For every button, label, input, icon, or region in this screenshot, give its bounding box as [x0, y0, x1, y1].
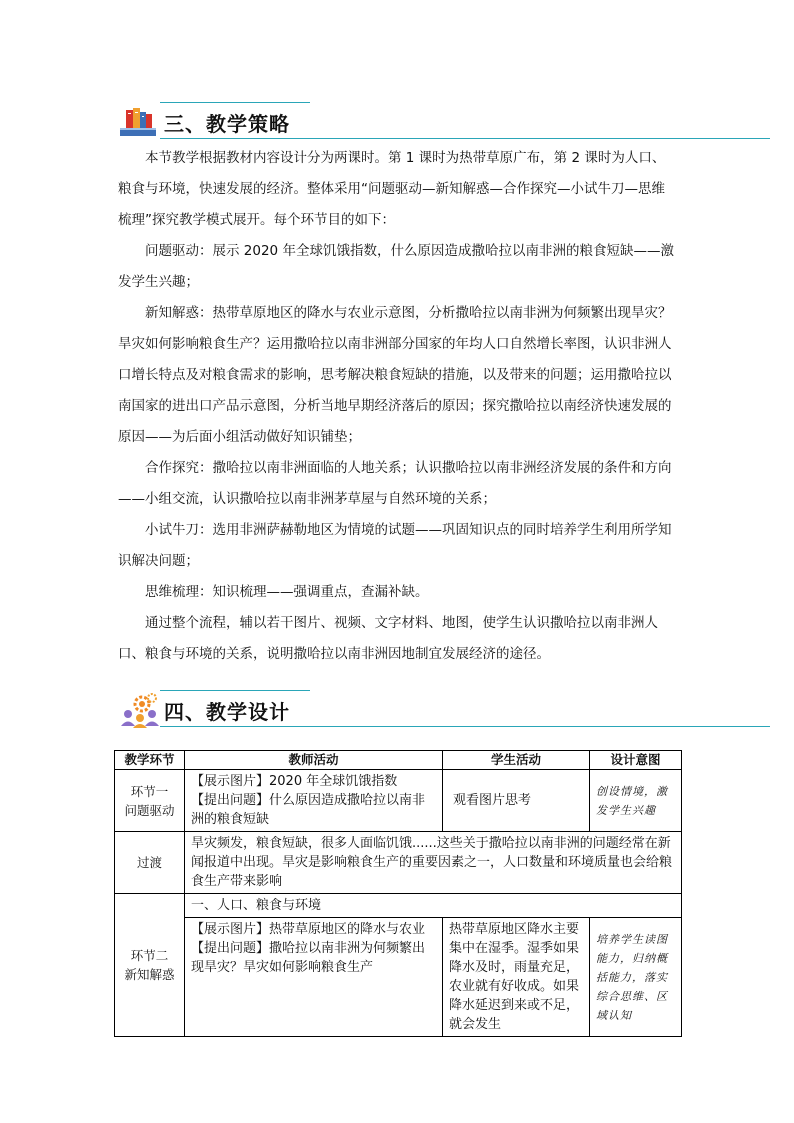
teacher-activity-line: 【提出问题】什么原因造成撒哈拉以南非洲的粮食短缺	[191, 793, 426, 827]
stage-label: 新知解惑	[124, 967, 175, 982]
paragraph: 合作探究：撒哈拉以南非洲面临的人地关系；认识撒哈拉以南非洲经济发展的条件和方向——小组交流，认识撒哈拉以南非洲茅草屋与自然环境的关系；	[118, 460, 672, 507]
teacher-activity-line: 【提出问题】撒哈拉以南非洲为何频繁出现旱灾？旱灾如何影响粮食生产	[191, 941, 426, 975]
header-cell: 教师活动	[185, 751, 443, 770]
table-row	[115, 894, 682, 918]
student-activity-text: 观看图片思考	[453, 793, 532, 808]
teacher-activity-cell	[185, 770, 443, 832]
student-activity-cell	[443, 918, 590, 1037]
header-cell: 学生活动	[443, 751, 590, 770]
people-gears-icon	[118, 692, 162, 730]
paragraph: 本节教学根据教材内容设计分为两课时。第 1 课时为热带草原广布，第 2 课时为人口、粮食与环境，快速发展的经济。整体采用“问题驱动—新知解惑—合作探究—小试牛刀—思维梳理”探究教学模式展开。每个环节目的如下：	[118, 150, 666, 228]
stage-cell: 过渡	[115, 832, 185, 894]
design-intent-cell	[590, 770, 682, 832]
teaching-design-table	[114, 750, 682, 1037]
strategy-body	[118, 143, 678, 670]
teacher-activity-line: 【展示图片】2020 年全球饥饿指数	[191, 774, 398, 789]
table-header-row	[115, 751, 682, 770]
table-row	[115, 770, 682, 832]
design-intent-text: 创设情境，激发学生兴趣	[596, 784, 668, 817]
paragraph: 小试牛刀：选用非洲萨赫勒地区为情境的试题——巩固知识点的同时培养学生利用所学知识解决问题；	[118, 522, 672, 569]
stage-label: 环节二	[130, 948, 169, 963]
table-row	[115, 832, 682, 894]
paragraph: 思维梳理：知识梳理——强调重点，查漏补缺。	[145, 584, 429, 600]
header-cell: 教学环节	[115, 751, 185, 770]
heading-rule	[160, 138, 770, 139]
paragraph: 新知解惑：热带草原地区的降水与农业示意图，分析撒哈拉以南非洲为何频繁出现旱灾？旱灾如何影响粮食生产？运用撒哈拉以南非洲部分国家的年均人口自然增长率图，认识非洲人口增长特点及对粮食需求的影响，思考解决粮食短缺的措施，以及带来的问题；运用撒哈拉以南国家的进出口产品示意图，分析当地早期经济落后的原因；探究撒哈拉以南经济快速发展的原因——为后面小组活动做好知识铺垫；	[118, 305, 672, 445]
heading-top-rule	[160, 690, 310, 691]
design-intent-text: 培养学生读图能力，归纳概括能力，落实综合思维、区域认知	[596, 932, 668, 1022]
paragraph: 问题驱动：展示 2020 年全球饥饿指数，什么原因造成撒哈拉以南非洲的粮食短缺——激发学生兴趣；	[118, 243, 674, 290]
paragraph: 通过整个流程，辅以若干图片、视频、文字材料、地图，使学生认识撒哈拉以南非洲人口、粮食与环境的关系，说明撒哈拉以南非洲因地制宜发展经济的途径。	[118, 615, 658, 662]
student-activity-text: 热带草原地区降水主要集中在湿季。湿季如果降水及时，雨量充足，农业就有好收成。如果降水延迟到来或不足，就会发生	[449, 922, 580, 1032]
section-title: 三、教学策略	[164, 112, 290, 136]
teacher-activity-line: 【展示图片】热带草原地区的降水与农业	[191, 922, 426, 937]
subheading-cell: 一、人口、粮食与环境	[185, 894, 682, 918]
stage-label: 环节一	[130, 783, 169, 799]
student-activity-cell	[443, 770, 590, 832]
heading-rule	[160, 726, 770, 727]
header-cell: 设计意图	[590, 751, 682, 770]
transition-cell: 旱灾频发，粮食短缺，很多人面临饥饿......这些关于撒哈拉以南非洲的问题经常在新闻报道中出现。旱灾是影响粮食生产的重要因素之一，人口数量和环境质量也会给粮食生产带来影响	[185, 832, 682, 894]
section-heading-3	[118, 102, 770, 142]
section-title: 四、教学设计	[164, 700, 290, 724]
section-heading-4	[118, 690, 770, 730]
stage-cell	[115, 770, 185, 832]
stage-label: 问题驱动	[124, 802, 175, 818]
stage-cell	[115, 894, 185, 1037]
heading-top-rule	[160, 102, 310, 103]
teacher-activity-cell	[185, 918, 443, 1037]
table-row	[115, 918, 682, 1037]
design-intent-cell	[590, 918, 682, 1037]
books-icon	[118, 104, 162, 140]
